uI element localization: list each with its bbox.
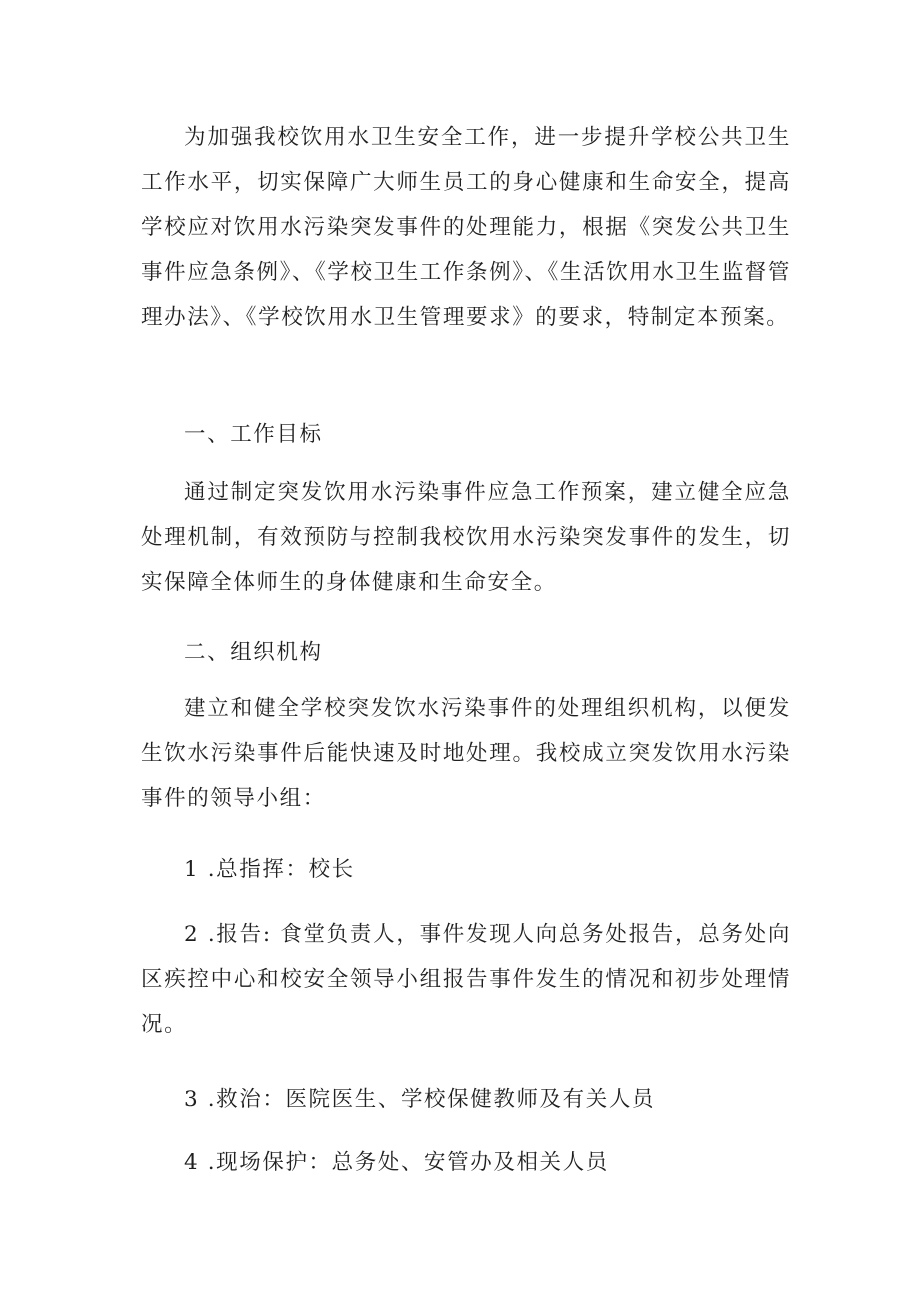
section-heading-goals: 一、工作目标 — [184, 422, 323, 447]
goals-paragraph: 通过制定突发饮用水污染事件应急工作预案，建立健全应急处理机制，有效预防与控制我校饮用水污染突发事件的发生，切实保障全体师生的身体健康和生命安全。 — [141, 480, 791, 595]
list-item-site-protection: 4 .现场保护：总务处、安管办及相关人员 — [184, 1150, 609, 1175]
organization-paragraph: 建立和健全学校突发饮水污染事件的处理组织机构，以便发生饮水污染事件后能快速及时地处理。我校成立突发饮用水污染事件的领导小组： — [141, 696, 791, 811]
intro-paragraph: 为加强我校饮用水卫生安全工作，进一步提升学校公共卫生工作水平，切实保障广大师生员工的身心健康和生命安全，提高学校应对饮用水污染突发事件的处理能力，根据《突发公共卫生事件应急条例》、《学校卫生工作条例》、《生活饮用水卫生监督管理办法》、《学校饮用水卫生管理要求》的要求，特制定本预案。 — [141, 125, 792, 330]
section-heading-organization: 二、组织机构 — [184, 640, 323, 665]
list-item-report: 2 .报告: 食堂负责人，事件发现人向总务处报告，总务处向区疾控中心和校安全领导小组报告事件发生的情况和初步处理情况。 — [141, 922, 791, 1037]
list-item-treatment: 3 .救治：医院医生、学校保健教师及有关人员 — [184, 1087, 656, 1112]
list-item-commander: 1 .总指挥：校长 — [184, 857, 355, 882]
